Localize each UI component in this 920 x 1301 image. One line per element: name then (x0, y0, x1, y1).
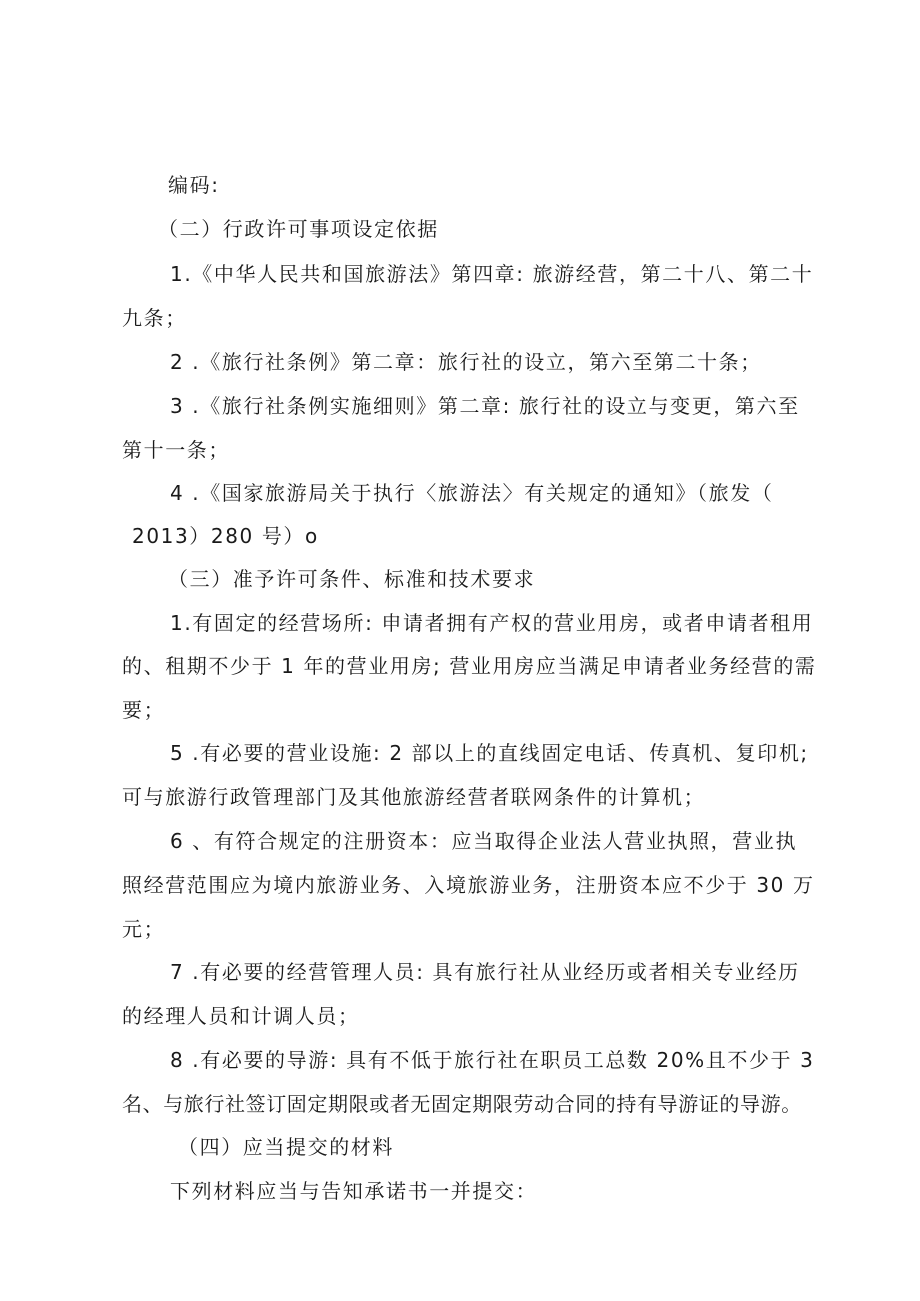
condition-item-7-line-1: 7 .有必要的经营管理人员: 具有旅行社从业经历或者相关专业经历 (170, 960, 800, 984)
condition-item-8-line-1: 8 .有必要的导游: 具有不低于旅行社在职员工总数 20%且不少于 3 (170, 1048, 815, 1072)
basis-item-4-line-2: 2013）280 号）o (132, 524, 319, 548)
basis-item-1-line-2: 九条； (122, 306, 187, 330)
section-4-heading: （四）应当提交的材料 (178, 1135, 394, 1159)
condition-item-7-line-2: 的经理人员和计调人员； (122, 1004, 360, 1028)
basis-item-3-line-2: 第十一条； (122, 438, 230, 462)
condition-item-1-line-1: 1.有固定的经营场所: 申请者拥有产权的营业用房，或者申请者租用 (170, 611, 814, 635)
basis-item-1-line-1: 1.《中华人民共和国旅游法》第四章: 旅游经营，第二十八、第二十 (170, 262, 814, 286)
section-2-heading: （二）行政许可事项设定依据 (158, 217, 439, 241)
basis-item-4-line-1: 4 .《国家旅游局关于执行〈旅游法〉有关规定的通知》（旅发（ (170, 481, 774, 505)
condition-item-6-line-2: 照经营范围应为境内旅游业务、入境旅游业务，注册资本应不少于 30 万 (122, 873, 815, 897)
basis-item-2-line-1: 2 .《旅行社条例》第二章：旅行社的设立，第六至第二十条； (170, 350, 762, 374)
condition-item-6-line-1: 6 、有符合规定的注册资本：应当取得企业法人营业执照，营业执 (170, 829, 798, 853)
condition-item-1-line-3: 要； (122, 698, 166, 722)
condition-item-1-line-2: 的、租期不少于 1 年的营业用房; 营业用房应当满足申请者业务经营的需 (122, 654, 817, 678)
condition-item-5-line-1: 5 .有必要的营业设施: 2 部以上的直线固定电话、传真机、复印机; (170, 741, 809, 765)
condition-item-6-line-3: 元； (122, 917, 166, 941)
code-label: 编码: (168, 173, 220, 197)
section-3-heading: （三）准予许可条件、标准和技术要求 (168, 567, 536, 591)
condition-item-5-line-2: 可与旅游行政管理部门及其他旅游经营者联网条件的计算机； (122, 785, 706, 809)
materials-intro: 下列材料应当与告知承诺书一并提交： (170, 1179, 538, 1203)
basis-item-3-line-1: 3 .《旅行社条例实施细则》第二章: 旅行社的设立与变更，第六至 (170, 394, 800, 418)
condition-item-8-line-2: 名、与旅行社签订固定期限或者无固定期限劳动合同的持有导游证的导游。 (122, 1092, 802, 1116)
